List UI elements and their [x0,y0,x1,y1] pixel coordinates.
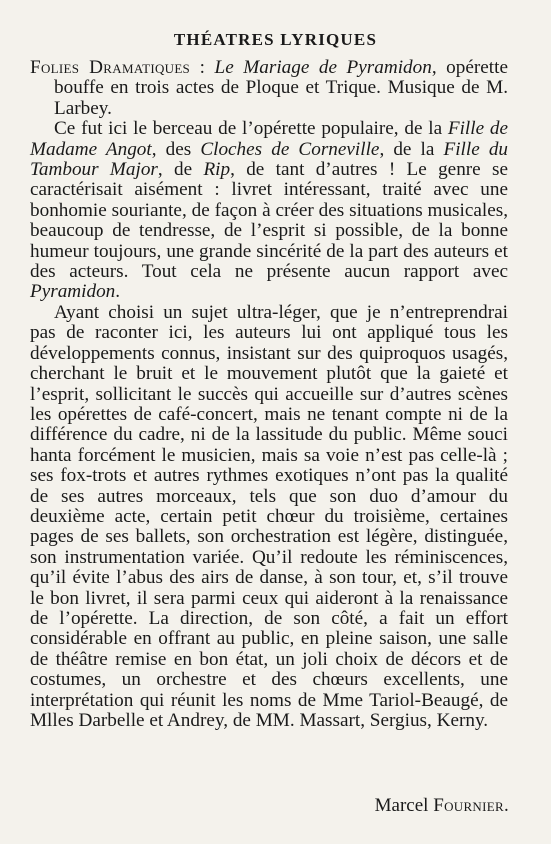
play-description: , opérette bouffe en trois actes de Ploque et Trique. Musique de M. Larbey. [54,57,508,119]
work-title: Rip [203,159,231,181]
work-title: Fille de Madame Angot [30,118,508,160]
text-run: , de tant d’autres ! Le genre se caractérisait aisément : livret intéressant, traité avec une bonhomie souriante, de façon à créer des situations musicales, beaucoup de tendresse, de l’esprit si possible, de la bonne humeur toujours, une grande sincérité de la part des auteurs et des acteurs. Tout cela ne présente aucun rapport avec [30,159,508,283]
review-header [30,58,508,119]
section-title: THÉATRES LYRIQUES [173,30,378,49]
paragraph-critique: Ayant choisi un sujet ultra-léger, que je n’entreprendrai pas de raconter ici, les auteurs lui ont appliqué tous les développements connus, insistant sur des quiproquos usagés, cherchant le bruit et le mouvement plutôt que la gaieté et l’esprit, sollicitant le succès qui accueille sur d’autres scènes les opérettes de café-concert, mais ne tenant compte ni de la différence du cadre, ni de la lassitude du public. Même souci hanta forcément le musicien, mais sa voie n’est pas celle-là ; ses fox-trots et autres rythmes exotiques n’ont pas la qualité de ses autres morceaux, tels que son duo d’amour du deuxième acte, certain petit chœur du troisième, certaines pages de ses ballets, son orchestration est légère, distinguée, son instrumentation variée. Qu’il redoute les réminiscences, qu’il évite l’abus des airs de danse, à son tour, et, s’il trouve le bon livret, il sera parmi ceux qui aideront à la renaissance de l’opérette. La direction, de son côté, a fait un effort considérable en offrant au public, en pleine saison, une salle de théâtre remise en bon état, un joli choix de décors et de costumes, un orchestre et des chœurs excellents, une interprétation qui réunit les noms de Mme Tariol-Beaugé, de Mlles Darbelle et Andrey, de MM. Massart, Sergius, Kerny. [30,301,508,731]
author-signature [375,795,509,817]
work-title: Fille du Tambour Major [30,138,509,181]
author-last-name: Fournier. [433,795,509,816]
theater-name: Folies Dramatiques [30,57,191,78]
author-first-name: Marcel [374,795,434,816]
header-separator: : [190,57,215,78]
paragraph-history [30,119,508,303]
play-title: Le Mariage de Pyramidon [214,57,432,78]
text-run: , de [157,159,204,181]
text-run: . [115,281,121,303]
article-body [30,58,508,731]
work-title: Cloches de Corneville [200,138,380,160]
text-run: , des [151,138,201,160]
text-run: Ce fut ici le berceau de l’opérette populaire, de la [54,118,448,140]
text-run: , de la [379,138,444,160]
work-title: Pyramidon [30,281,116,303]
